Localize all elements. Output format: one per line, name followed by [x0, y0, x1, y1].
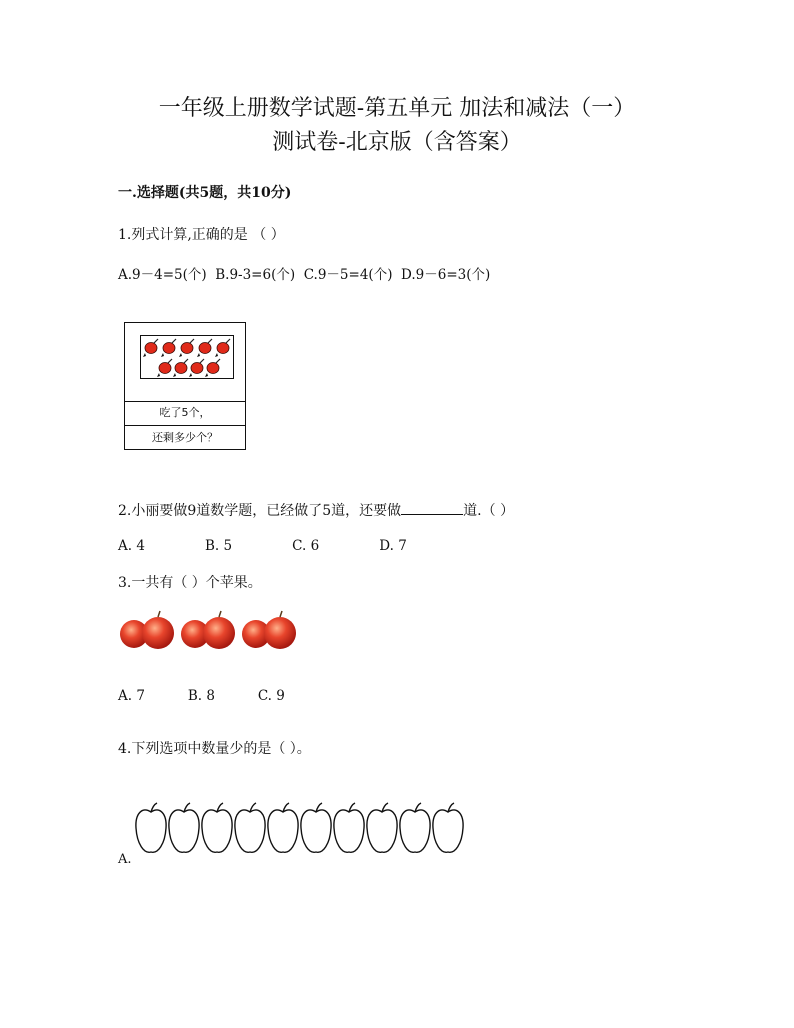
- fruit-picture-frame: [140, 335, 234, 379]
- answer-blank: [401, 502, 463, 515]
- red-fruit-illustration: [141, 336, 233, 378]
- question-1-figure: [124, 322, 246, 450]
- question-2-options: A. 4 B. 5 C. 6 D. 7: [118, 538, 407, 554]
- figure-caption-eaten: 吃了5个，: [125, 401, 245, 426]
- question-3-stem: 3.一共有（ ）个苹果。: [118, 575, 262, 591]
- page-title-line2: 测试卷-北京版（含答案）: [272, 130, 522, 155]
- question-4-option-a-label: A.: [118, 852, 132, 867]
- fruit-picture-panel: [125, 323, 245, 402]
- question-1-options: A.9－4=5(个) B.9-3=6(个) C.9－5=4(个) D.9－6=3(个): [118, 267, 491, 283]
- red-apples-illustration: [118, 606, 298, 652]
- question-1-stem: 1.列式计算,正确的是 （ ）: [118, 227, 285, 243]
- apple-outline-icons: [134, 800, 466, 860]
- option-a-apple-outlines: [134, 800, 466, 864]
- apples-photo-group: [118, 606, 298, 656]
- question-3-options: A. 7 B. 8 C. 9: [118, 688, 285, 704]
- section-heading: 一.选择题(共5题，共10分): [118, 185, 292, 201]
- question-2-stem-text: 2.小丽要做9道数学题，已经做了5道，还要做: [118, 503, 402, 519]
- page-title-line1: 一年级上册数学试题-第五单元 加法和减法（一）: [158, 96, 636, 121]
- question-2-stem-end: 道.（ ）: [463, 503, 515, 519]
- figure-caption-remaining: 还剩多少个？: [152, 431, 218, 444]
- question-4-stem: 4.下列选项中数量少的是（ ）。: [118, 741, 311, 757]
- question-2-stem: [118, 500, 514, 520]
